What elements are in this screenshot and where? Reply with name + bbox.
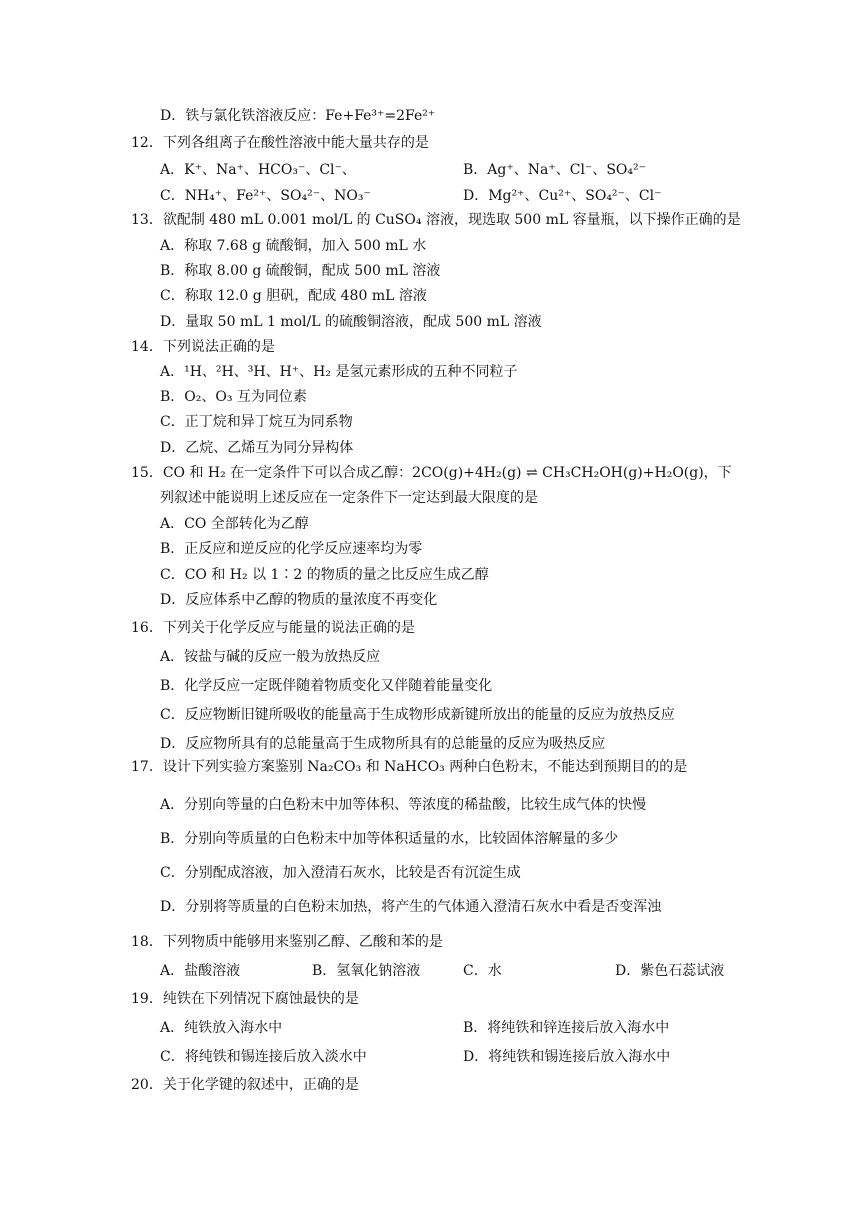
q18-option-a: A．盐酸溶液 [160, 963, 241, 979]
q15-option-b: B．正反应和逆反应的化学反应速率均为零 [160, 541, 423, 557]
q19-option-b: B．将纯铁和锌连接后放入海水中 [463, 1020, 670, 1036]
q16-option-c: C．反应物断旧键所吸收的能量高于生成物形成新键所放出的能量的反应为放热反应 [160, 707, 675, 723]
q19-option-d: D．将纯铁和锡连接后放入海水中 [463, 1049, 671, 1065]
question-14: 14．下列说法正确的是 [131, 339, 275, 355]
question-16: 16．下列关于化学反应与能量的说法正确的是 [131, 620, 415, 636]
question-12: 12．下列各组离子在酸性溶液中能大量共存的是 [131, 135, 429, 151]
q18-option-c: C．水 [463, 963, 502, 979]
question-13: 13．欲配制 480 mL 0.001 mol/L 的 CuSO₄ 溶液，现选取 500 mL 容量瓶，以下操作正确的是 [131, 212, 741, 228]
q15-option-d: D．反应体系中乙醇的物质的量浓度不再变化 [160, 592, 438, 608]
q18-option-d: D．紫色石蕊试液 [615, 963, 725, 979]
q17-option-a: A．分别向等量的白色粉末中加等体积、等浓度的稀盐酸，比较生成气体的快慢 [160, 797, 647, 813]
q13-option-d: D．量取 50 mL 1 mol/L 的硫酸铜溶液，配成 500 mL 溶液 [160, 314, 542, 330]
question-20: 20．关于化学键的叙述中，正确的是 [131, 1077, 359, 1093]
q13-option-c: C．称取 12.0 g 胆矾，配成 480 mL 溶液 [160, 288, 427, 304]
q14-option-c: C．正丁烷和异丁烷互为同系物 [160, 414, 353, 430]
q14-option-d: D．乙烷、乙烯互为同分异构体 [160, 440, 354, 456]
question-17: 17．设计下列实验方案鉴别 Na₂CO₃ 和 NaHCO₃ 两种白色粉末，不能达到预期目的的是 [131, 759, 688, 775]
q12-option-c: C．NH₄⁺、Fe²⁺、SO₄²⁻、NO₃⁻ [160, 188, 371, 204]
q11-option-d: D．铁与氯化铁溶液反应：Fe+Fe³⁺=2Fe²⁺ [160, 108, 436, 124]
q14-option-a: A．¹H、²H、³H、H⁺、H₂ 是氢元素形成的五种不同粒子 [160, 364, 518, 380]
q15-option-c: C．CO 和 H₂ 以 1∶2 的物质的量之比反应生成乙醇 [160, 567, 489, 583]
q12-option-a: A．K⁺、Na⁺、HCO₃⁻、Cl⁻、 [160, 162, 356, 178]
question-19: 19．纯铁在下列情况下腐蚀最快的是 [131, 991, 359, 1007]
q17-option-b: B．分别向等质量的白色粉末中加等体积适量的水，比较固体溶解量的多少 [160, 831, 619, 847]
q14-option-b: B．O₂、O₃ 互为同位素 [160, 389, 307, 405]
question-18: 18．下列物质中能够用来鉴别乙醇、乙酸和苯的是 [131, 934, 443, 950]
q16-option-d: D．反应物所具有的总能量高于生成物所具有的总能量的反应为吸热反应 [160, 736, 606, 752]
q18-option-b: B．氢氧化钠溶液 [312, 963, 421, 979]
q12-option-d: D．Mg²⁺、Cu²⁺、SO₄²⁻、Cl⁻ [463, 188, 662, 204]
q19-option-a: A．纯铁放入海水中 [160, 1020, 283, 1036]
q19-option-c: C．将纯铁和锡连接后放入淡水中 [160, 1049, 367, 1065]
q15-option-a: A．CO 全部转化为乙醇 [160, 516, 309, 532]
question-15-line-1: 15．CO 和 H₂ 在一定条件下可以合成乙醇：2CO(g)+4H₂(g) ⇌ CH₃CH₂OH(g)+H₂O(g)，下 [131, 465, 732, 481]
q13-option-a: A．称取 7.68 g 硫酸铜，加入 500 mL 水 [160, 238, 427, 254]
q13-option-b: B．称取 8.00 g 硫酸铜，配成 500 mL 溶液 [160, 263, 441, 279]
question-15-line-2: 列叙述中能说明上述反应在一定条件下一定达到最大限度的是 [160, 490, 538, 506]
q17-option-c: C．分别配成溶液，加入澄清石灰水，比较是否有沉淀生成 [160, 865, 521, 881]
q12-option-b: B．Ag⁺、Na⁺、Cl⁻、SO₄²⁻ [463, 162, 646, 178]
q16-option-b: B．化学反应一定既伴随着物质变化又伴随着能量变化 [160, 678, 493, 694]
q16-option-a: A．铵盐与碱的反应一般为放热反应 [160, 649, 381, 665]
q17-option-d: D．分别将等质量的白色粉末加热，将产生的气体通入澄清石灰水中看是否变浑浊 [160, 899, 662, 915]
